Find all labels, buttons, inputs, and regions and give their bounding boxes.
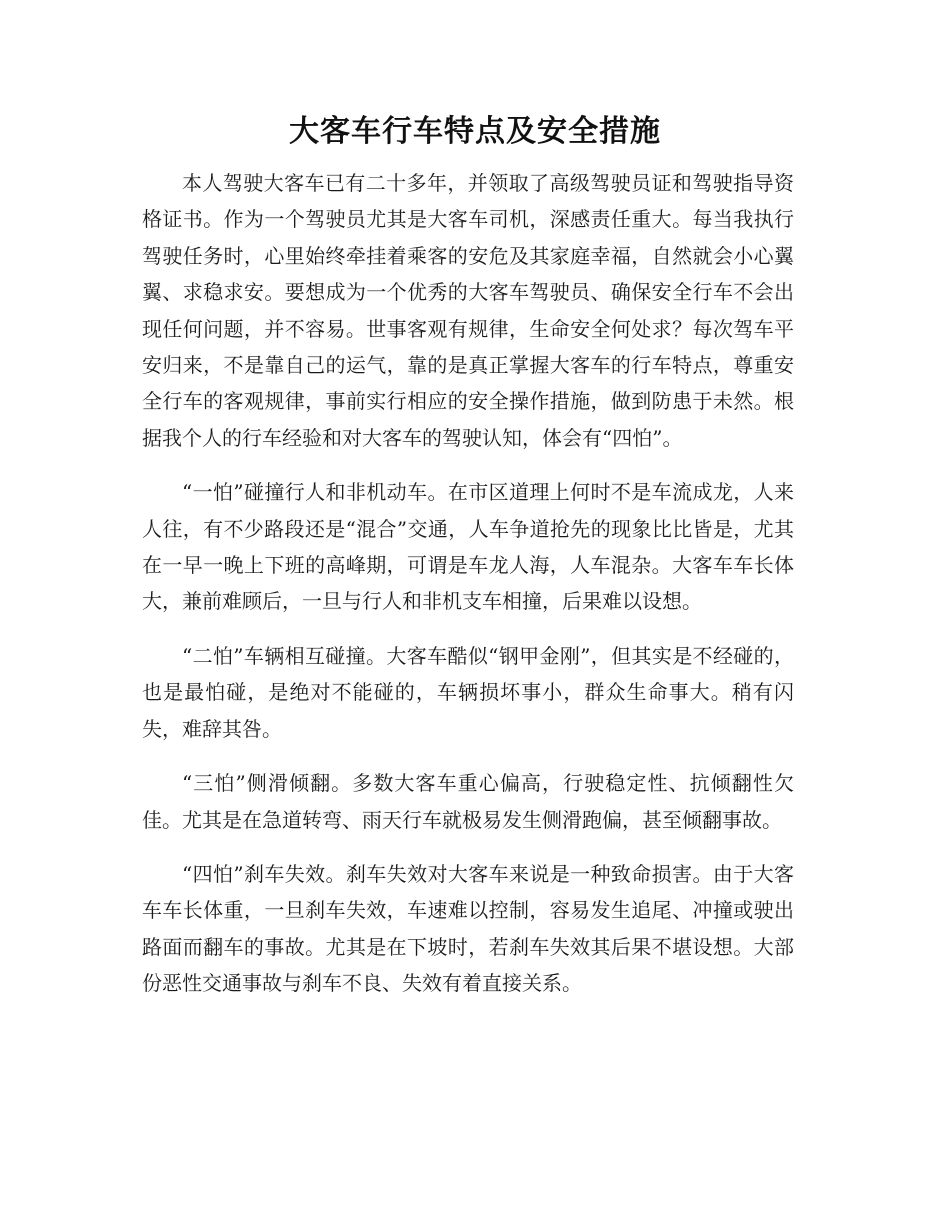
paragraph-intro: 本人驾驶大客车已有二十多年，并领取了高级驾驶员证和驾驶指导资格证书。作为一个驾驶员尤其是大客车司机，深感责任重大。每当我执行驾驶任务时，心里始终牵挂着乘客的安危及其家庭幸福，自然就会小心翼翼、求稳求安。要想成为一个优秀的大客车驾驶员、确保安全行车不会出现任何问题，并不容易。世事客观有规律，生命安全何处求？每次驾车平安归来，不是靠自己的运气，靠的是真正掌握大客车的行车特点，尊重安全行车的客观规律，事前实行相应的安全操作措施，做到防患于未然。根据我个人的行车经验和对大客车的驾驶认知，体会有“四怕”。 [142, 171, 794, 450]
paragraph-fear-one: “一怕”碰撞行人和非机动车。在市区道理上何时不是车流成龙，人来人往，有不少路段还是“混合”交通，人车争道抢先的现象比比皆是，尤其在一早一晚上下班的高峰期，可谓是车龙人海，人车混杂。大客车车长体大，兼前难顾后，一旦与行人和非机支车相撞，后果难以设想。 [142, 480, 794, 614]
paragraph-fear-three: “三怕”侧滑倾翻。多数大客车重心偏高，行驶稳定性、抗倾翻性欠佳。尤其是在急道转弯、雨天行车就极易发生侧滑跑偏，甚至倾翻事故。 [142, 771, 794, 832]
document-title: 大客车行车特点及安全措施 [289, 114, 661, 149]
paragraph-fear-four: “四怕”刹车失效。刹车失效对大客车来说是一种致命损害。由于大客车车长体重，一旦刹车失效，车速难以控制，容易发生追尾、冲撞或驶出路面而翻车的事故。尤其是在下坡时，若刹车失效其后果不堪设想。大部份恶性交通事故与刹车不良、失效有着直接关系。 [142, 861, 794, 996]
document-body [142, 165, 794, 1020]
paragraph-fear-two: “二怕”车辆相互碰撞。大客车酷似“钢甲金刚”，但其实是不经碰的，也是最怕碰，是绝对不能碰的，车辆损坏事小，群众生命事大。稍有闪失，难辞其咎。 [142, 643, 794, 741]
